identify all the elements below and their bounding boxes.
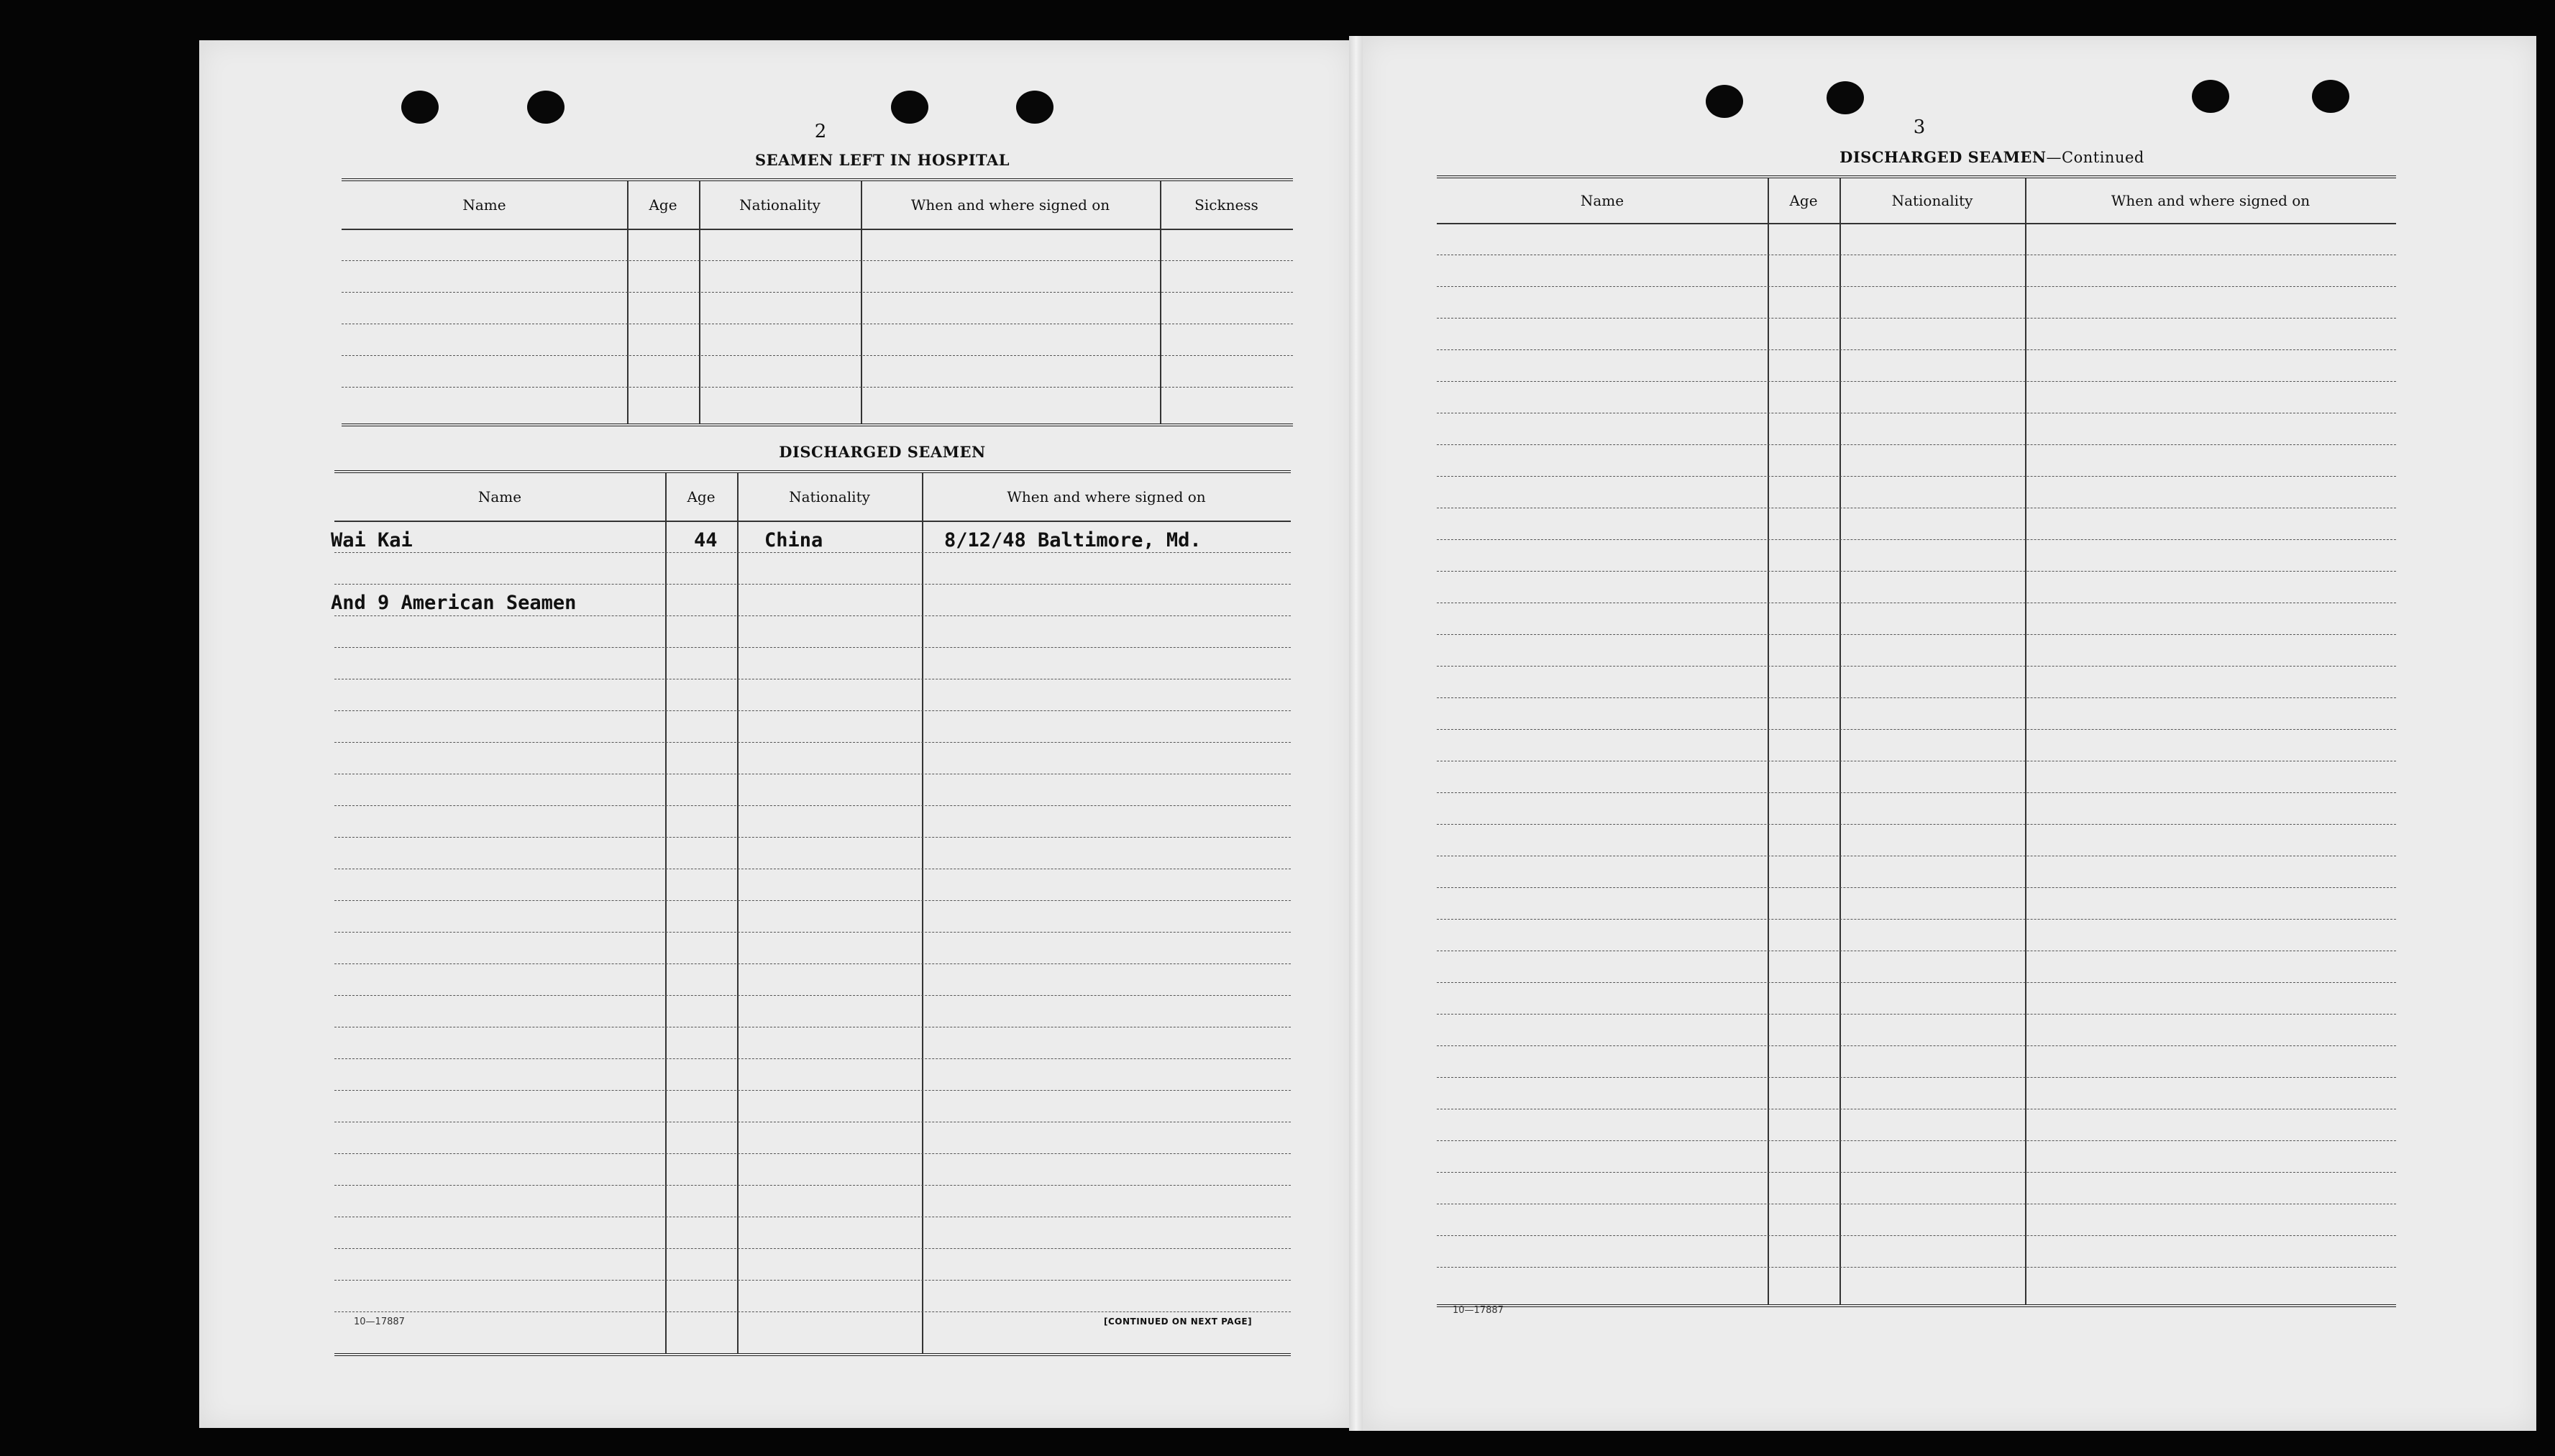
discharged-continued-title [1578, 148, 2405, 166]
table-row [334, 710, 1291, 711]
form-code: 10—17887 [1453, 1305, 1504, 1316]
entry-nationality: China [764, 529, 823, 551]
entry-signed-on: 8/12/48 Baltimore, Md. [944, 529, 1202, 551]
table-row [1437, 919, 2396, 920]
table-row [1437, 1235, 2396, 1236]
table-row [1437, 1140, 2396, 1141]
table-row [334, 963, 1291, 964]
table-row [1437, 887, 2396, 888]
table-row [1437, 476, 2396, 477]
column-divider [737, 473, 739, 1353]
table-row [1437, 1045, 2396, 1046]
table-row [334, 932, 1291, 933]
entry-name: Wai Kai [331, 529, 413, 551]
col-signed-on-header: When and where signed on [2111, 192, 2311, 209]
page-number: 3 [1913, 116, 1926, 138]
table-row [334, 1185, 1291, 1186]
table-row [334, 805, 1291, 806]
table-row [334, 1280, 1291, 1281]
table-row [1437, 1172, 2396, 1173]
table-row [1437, 792, 2396, 793]
table-header [342, 181, 1293, 230]
table-row [1437, 634, 2396, 635]
column-divider [1768, 178, 1769, 1304]
table-row [334, 900, 1291, 901]
table-row [334, 647, 1291, 648]
punch-hole [891, 91, 928, 124]
punch-hole [1706, 85, 1743, 118]
title-main: DISCHARGED SEAMEN [1839, 148, 2047, 166]
punch-hole [1827, 81, 1864, 114]
entry-age: 44 [694, 529, 718, 551]
table-row [334, 1153, 1291, 1154]
col-name-header: Name [1580, 192, 1624, 209]
column-divider [665, 473, 667, 1353]
table-row [334, 1090, 1291, 1091]
left-page [199, 40, 1352, 1428]
entry-name: And 9 American Seamen [331, 592, 577, 614]
table-row [1437, 444, 2396, 445]
table-row [342, 260, 1293, 261]
table-row [1437, 824, 2396, 825]
table-row [334, 995, 1291, 996]
table-row [342, 355, 1293, 356]
right-page [1363, 36, 2536, 1431]
table-row [334, 837, 1291, 838]
col-signed-on-header: When and where signed on [1007, 488, 1206, 505]
col-name-header: Name [477, 488, 522, 505]
table-row [1437, 1014, 2396, 1015]
table-row [334, 1311, 1291, 1312]
table-row [334, 1248, 1291, 1249]
form-code: 10—17887 [354, 1317, 405, 1327]
page-number: 2 [814, 121, 827, 142]
table-row [1437, 729, 2396, 730]
col-sickness-header: Sickness [1194, 196, 1258, 214]
table-row [1437, 1077, 2396, 1078]
table-row [1437, 982, 2396, 983]
column-divider [1839, 178, 1841, 1304]
discharged-section-title: DISCHARGED SEAMEN [779, 443, 986, 461]
table-row [1437, 539, 2396, 540]
table-row [1437, 697, 2396, 698]
discharged-continued-table [1437, 175, 2396, 1307]
continued-note: [CONTINUED ON NEXT PAGE] [1104, 1317, 1253, 1327]
table-row [342, 292, 1293, 293]
table-row [342, 387, 1293, 388]
table-header [334, 473, 1291, 522]
table-row [334, 742, 1291, 743]
table-row [1437, 571, 2396, 572]
table-row [1437, 666, 2396, 667]
table-row [334, 1058, 1291, 1059]
table-row [1437, 1267, 2396, 1268]
col-age-header: Age [1789, 192, 1818, 209]
punch-hole [527, 91, 565, 124]
col-name-header: Name [462, 196, 506, 214]
table-row [1437, 318, 2396, 319]
punch-hole [401, 91, 439, 124]
table-row [1437, 381, 2396, 382]
punch-hole [2312, 80, 2349, 113]
table-row [1437, 286, 2396, 287]
col-nationality-header: Nationality [789, 488, 870, 505]
table-row [334, 552, 1291, 553]
hospital-table [342, 178, 1293, 426]
hospital-section-title: SEAMEN LEFT IN HOSPITAL [754, 151, 1010, 169]
col-signed-on-header: When and where signed on [910, 196, 1110, 214]
title-suffix: —Continued [2046, 149, 2144, 166]
col-age-header: Age [687, 488, 716, 505]
col-nationality-header: Nationality [739, 196, 821, 214]
col-nationality-header: Nationality [1891, 192, 1973, 209]
table-row [334, 615, 1291, 616]
column-divider [922, 473, 923, 1353]
punch-hole [2192, 80, 2229, 113]
table-row [1437, 349, 2396, 350]
table-row [334, 584, 1291, 585]
column-divider [2025, 178, 2026, 1304]
punch-hole [1016, 91, 1053, 124]
col-age-header: Age [649, 196, 677, 214]
table-header [1437, 178, 2396, 224]
